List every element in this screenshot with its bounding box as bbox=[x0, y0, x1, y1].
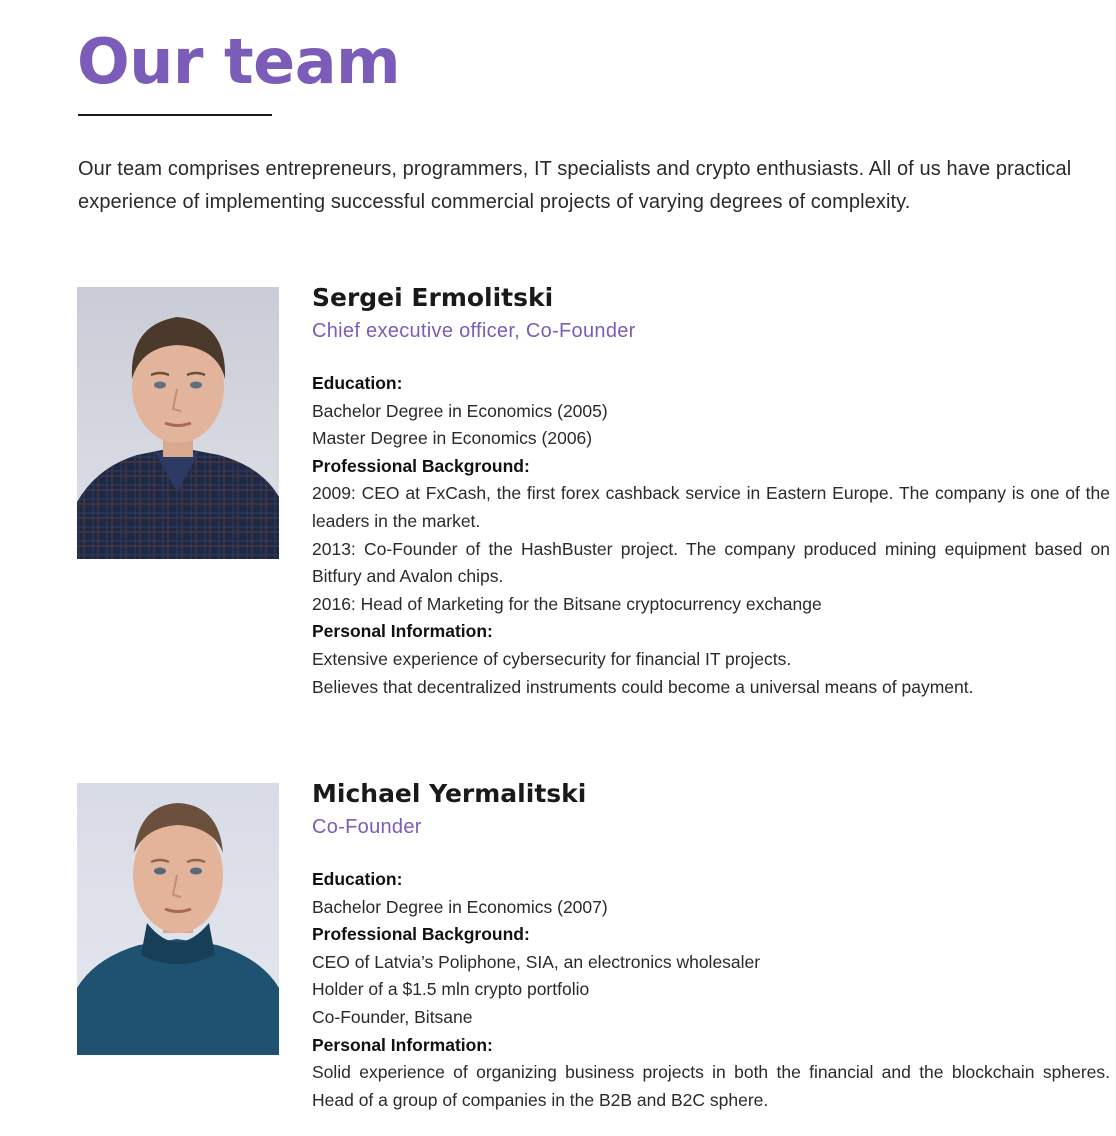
personal-item: Extensive experience of cybersecurity for financial IT projects. bbox=[312, 648, 792, 669]
portrait-image bbox=[77, 783, 279, 1055]
background-heading: Professional Background: bbox=[312, 924, 530, 945]
member-role: Co-Founder bbox=[312, 816, 422, 838]
title-underline bbox=[78, 114, 272, 116]
education-item: Bachelor Degree in Economics (2007) bbox=[312, 896, 608, 917]
background-item: 2016: Head of Marketing for the Bitsane cryptocurrency exchange bbox=[312, 593, 822, 614]
education-item: Bachelor Degree in Economics (2005) bbox=[312, 400, 608, 421]
member-photo bbox=[77, 287, 279, 559]
education-heading: Education: bbox=[312, 373, 403, 393]
background-item: 2009: CEO at FxCash, the first forex cashback service in Eastern Europe. The company is one of the leaders in the market. bbox=[312, 483, 1110, 531]
personal-heading: Personal Information: bbox=[312, 621, 493, 642]
education-heading: Education: bbox=[312, 869, 403, 889]
background-item: CEO of Latvia’s Poliphone, SIA, an electronics wholesaler bbox=[312, 951, 761, 972]
education-item: Master Degree in Economics (2006) bbox=[312, 428, 593, 449]
personal-heading: Personal Information: bbox=[312, 1034, 493, 1055]
background-item: 2013: Co-Founder of the HashBuster project. The company produced mining equipment based on Bitfury and Avalon chips. bbox=[312, 538, 1110, 587]
member-details bbox=[312, 866, 1112, 1114]
member-info bbox=[312, 282, 1112, 701]
member-role: Chief executive officer, Co-Founder bbox=[312, 320, 636, 342]
member-name: Sergei Ermolitski bbox=[312, 283, 554, 312]
background-heading: Professional Background: bbox=[312, 455, 530, 476]
member-photo bbox=[77, 783, 279, 1055]
background-item: Holder of a $1.5 mln crypto portfolio bbox=[312, 979, 590, 1000]
team-intro: Our team comprises entrepreneurs, programmers, IT specialists and crypto enthusiasts. All of us have practical experience of implementing successful commercial projects of varying degrees of complexity. bbox=[78, 158, 1072, 213]
background-item: Co-Founder, Bitsane bbox=[312, 1006, 473, 1027]
personal-item: Solid experience of organizing business projects in both the financial and the blockchain spheres. Head of a group of companies in the B2B and B2C sphere. bbox=[312, 1062, 1110, 1110]
member-info bbox=[312, 778, 1112, 1114]
member-details bbox=[312, 370, 1112, 701]
portrait-image bbox=[77, 287, 279, 559]
personal-item: Believes that decentralized instruments could become a universal means of payment. bbox=[312, 676, 974, 697]
page-title: Our team bbox=[77, 25, 401, 98]
member-name: Michael Yermalitski bbox=[312, 779, 587, 808]
